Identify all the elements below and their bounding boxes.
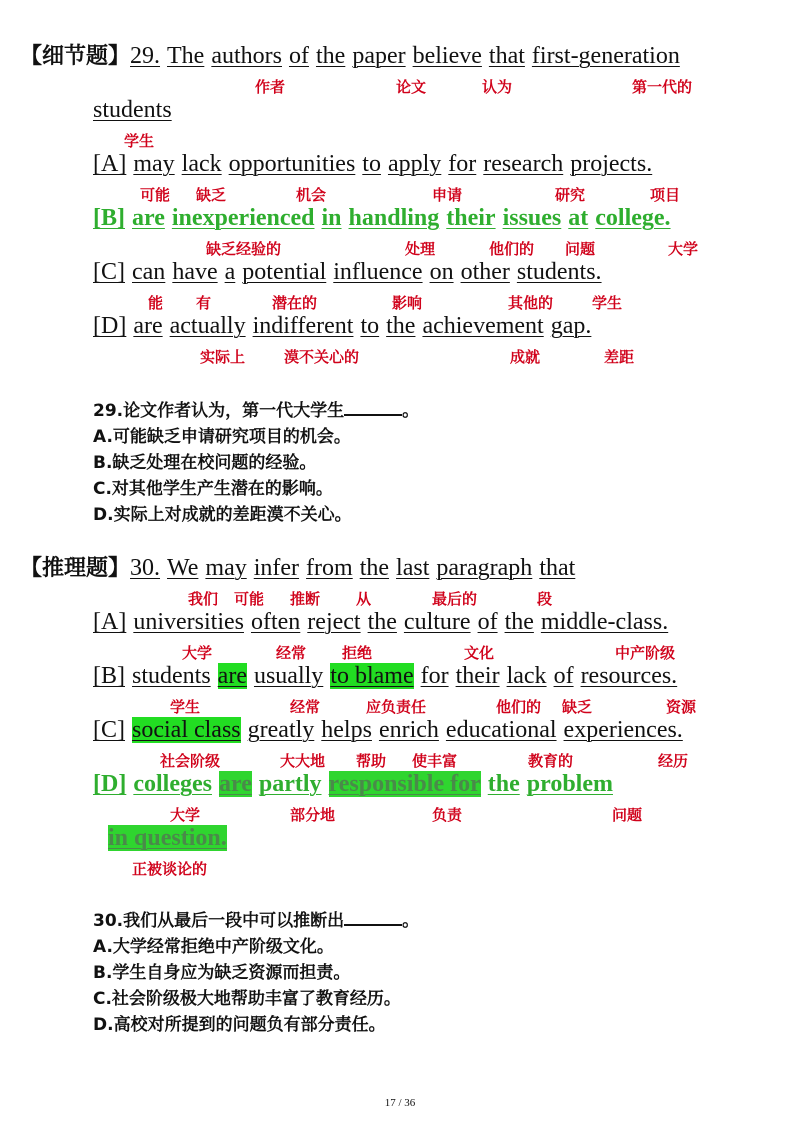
word: paragraph	[436, 555, 533, 581]
word: on	[429, 259, 454, 285]
option-letter: [C]	[93, 717, 125, 743]
word: problem	[526, 771, 613, 797]
answer-blank	[344, 910, 402, 926]
word: from	[306, 555, 353, 581]
word: handling	[348, 205, 440, 231]
q30-option-b	[93, 662, 684, 690]
q30-type-tag: 【推理题】	[20, 556, 131, 581]
option-letter: [B]	[93, 205, 125, 231]
q30-option-d-wrap	[108, 824, 234, 852]
annotation: 申请	[432, 186, 463, 204]
annotation: 经常	[276, 644, 307, 662]
q29-stem-line	[20, 42, 687, 71]
word: The	[167, 43, 205, 69]
word: universities	[133, 609, 244, 635]
annotation: 项目	[650, 186, 681, 204]
word: the	[367, 609, 397, 635]
q29-option-c	[93, 258, 609, 286]
word: the	[359, 555, 390, 581]
word: greatly	[247, 717, 315, 743]
annotation: 认为	[482, 78, 513, 96]
word: the	[386, 313, 416, 339]
annotation: 实际上	[200, 348, 246, 366]
annotation: 经常	[290, 698, 321, 716]
q29-translation-a: A.可能缺乏申请研究项目的机会。	[93, 427, 351, 447]
annotation: 最后的	[432, 590, 478, 608]
word: partly	[258, 771, 322, 797]
annotation: 学生	[170, 698, 201, 716]
word: their	[455, 663, 500, 689]
word: of	[553, 663, 574, 689]
annotation: 可能	[140, 186, 171, 204]
word: research	[483, 151, 564, 177]
annotation: 处理	[405, 240, 436, 258]
answer-blank	[344, 400, 402, 416]
word: for	[448, 151, 477, 177]
word: opportunities	[228, 151, 356, 177]
word: of	[288, 43, 309, 69]
word: reject	[307, 609, 361, 635]
annotation: 学生	[124, 132, 155, 150]
option-letter: [B]	[93, 663, 125, 689]
q29-translation-d: D.实际上对成就的差距漠不关心。	[93, 505, 352, 525]
word: lack	[181, 151, 222, 177]
word: are	[133, 313, 163, 339]
annotation: 使丰富	[412, 752, 458, 770]
annotation: 有	[196, 294, 212, 312]
annotation: 机会	[296, 186, 327, 204]
word: a	[224, 259, 236, 285]
q30-option-d-correct	[93, 770, 620, 798]
page-number	[0, 1097, 800, 1109]
annotation: 能	[148, 294, 164, 312]
highlighted-word: responsible for	[328, 771, 481, 797]
word: apply	[387, 151, 442, 177]
annotation: 问题	[612, 806, 643, 824]
word: helps	[321, 717, 372, 743]
option-letter: [A]	[93, 151, 127, 177]
annotation: 段	[537, 590, 553, 608]
word: lack	[506, 663, 547, 689]
word: colleges	[133, 771, 212, 797]
word: inexperienced	[171, 205, 315, 231]
highlighted-word: in question.	[108, 825, 227, 851]
word: potential	[242, 259, 327, 285]
word: the	[487, 771, 520, 797]
annotation: 大学	[182, 644, 213, 662]
word: may	[205, 555, 247, 581]
word: the	[504, 609, 534, 635]
q29-option-b-correct	[93, 204, 678, 232]
annotation: 潜在的	[272, 294, 318, 312]
translation-text: 29.论文作者认为，第一代大学生	[93, 401, 345, 421]
word: to	[362, 151, 381, 177]
annotation: 第一代的	[632, 78, 693, 96]
annotation: 正被谈论的	[132, 860, 208, 878]
word: first-generation	[531, 43, 680, 69]
annotation: 其他的	[508, 294, 554, 312]
annotation: 从	[356, 590, 372, 608]
annotation: 问题	[565, 240, 596, 258]
word: of	[477, 609, 498, 635]
highlighted-word: are	[218, 771, 252, 797]
highlighted-word: to blame	[330, 663, 414, 689]
annotation: 经历	[658, 752, 689, 770]
total-pages: 36	[404, 1097, 416, 1109]
option-letter: [C]	[93, 259, 125, 285]
word: to	[360, 313, 380, 339]
word: the	[315, 43, 346, 69]
annotation: 可能	[234, 590, 265, 608]
annotation: 学生	[592, 294, 623, 312]
annotation: 帮助	[356, 752, 387, 770]
q29-type-tag: 【细节题】	[20, 44, 131, 69]
word: educational	[445, 717, 557, 743]
q29-translation-b: B.缺乏处理在校问题的经验。	[93, 453, 317, 473]
word: indifferent	[252, 313, 354, 339]
word: can	[132, 259, 166, 285]
word: paper	[352, 43, 406, 69]
word: may	[133, 151, 175, 177]
word: actually	[169, 313, 246, 339]
option-letter: [D]	[93, 313, 127, 339]
q29-option-d	[93, 312, 598, 340]
word: We	[167, 555, 199, 581]
q30-translation-d: D.高校对所提到的问题负有部分责任。	[93, 1015, 386, 1035]
word: last	[396, 555, 430, 581]
translation-text: 30.我们从最后一段中可以推断出	[93, 911, 345, 931]
q30-translation-a: A.大学经常拒绝中产阶级文化。	[93, 937, 334, 957]
word: other	[460, 259, 510, 285]
q30-number: 30.	[130, 555, 161, 581]
annotation: 漠不关心的	[284, 348, 360, 366]
word: influence	[333, 259, 423, 285]
annotation: 缺乏经验的	[206, 240, 282, 258]
annotation: 作者	[255, 78, 286, 96]
word: infer	[253, 555, 300, 581]
word: college.	[595, 205, 671, 231]
annotation: 部分地	[290, 806, 336, 824]
highlighted-word: are	[217, 663, 247, 689]
word: are	[132, 205, 165, 231]
highlighted-word: social class	[132, 717, 241, 743]
word: believe	[412, 43, 482, 69]
word: middle-class.	[540, 609, 669, 635]
annotation: 资源	[666, 698, 697, 716]
word: students	[132, 663, 211, 689]
word: authors	[211, 43, 282, 69]
annotation: 论文	[396, 78, 427, 96]
q29-number: 29.	[130, 43, 161, 69]
word: achievement	[422, 313, 544, 339]
q30-translation-stem	[93, 910, 419, 932]
q30-translation-b: B.学生自身应为缺乏资源而担责。	[93, 963, 351, 983]
word: in	[321, 205, 342, 231]
annotation: 大大地	[280, 752, 326, 770]
word: that	[488, 43, 525, 69]
q30-option-c	[93, 716, 690, 744]
current-page: 17	[384, 1097, 396, 1109]
annotation: 差距	[604, 348, 635, 366]
annotation: 文化	[464, 644, 495, 662]
word: resources.	[580, 663, 678, 689]
word: for	[420, 663, 449, 689]
q29-option-a	[93, 150, 659, 178]
annotation: 研究	[555, 186, 586, 204]
annotation: 教育的	[528, 752, 574, 770]
annotation: 我们	[188, 590, 219, 608]
word: gap.	[550, 313, 592, 339]
option-letter: [A]	[93, 609, 127, 635]
annotation: 他们的	[489, 240, 535, 258]
word: often	[250, 609, 301, 635]
annotation: 拒绝	[342, 644, 373, 662]
annotation: 他们的	[496, 698, 542, 716]
annotation: 缺乏	[196, 186, 227, 204]
word: projects.	[570, 151, 653, 177]
annotation: 成就	[510, 348, 541, 366]
annotation: 社会阶级	[160, 752, 221, 770]
translation-text: 。	[402, 401, 420, 421]
word: culture	[403, 609, 471, 635]
word: that	[539, 555, 576, 581]
annotation: 大学	[170, 806, 201, 824]
word: experiences.	[563, 717, 683, 743]
annotation: 缺乏	[562, 698, 593, 716]
option-letter: [D]	[93, 771, 127, 797]
word: students.	[516, 259, 602, 285]
word: at	[568, 205, 589, 231]
annotation: 影响	[392, 294, 423, 312]
q29-translation-c: C.对其他学生产生潜在的影响。	[93, 479, 333, 499]
annotation: 中产阶级	[615, 644, 676, 662]
translation-text: 。	[402, 911, 420, 931]
word: issues	[502, 205, 562, 231]
annotation: 大学	[668, 240, 699, 258]
q29-translation-stem	[93, 400, 419, 422]
q30-option-a	[93, 608, 675, 636]
annotation: 应负责任	[366, 698, 427, 716]
word: students	[93, 97, 172, 123]
q30-translation-c: C.社会阶级极大地帮助丰富了教育经历。	[93, 989, 401, 1009]
word: their	[446, 205, 496, 231]
word: have	[172, 259, 218, 285]
q30-stem-line	[20, 554, 582, 583]
word: usually	[253, 663, 324, 689]
annotation: 推断	[290, 590, 321, 608]
annotation: 负责	[432, 806, 463, 824]
page-separator: /	[398, 1097, 402, 1109]
word: enrich	[378, 717, 439, 743]
q29-stem-wrap	[93, 96, 179, 124]
